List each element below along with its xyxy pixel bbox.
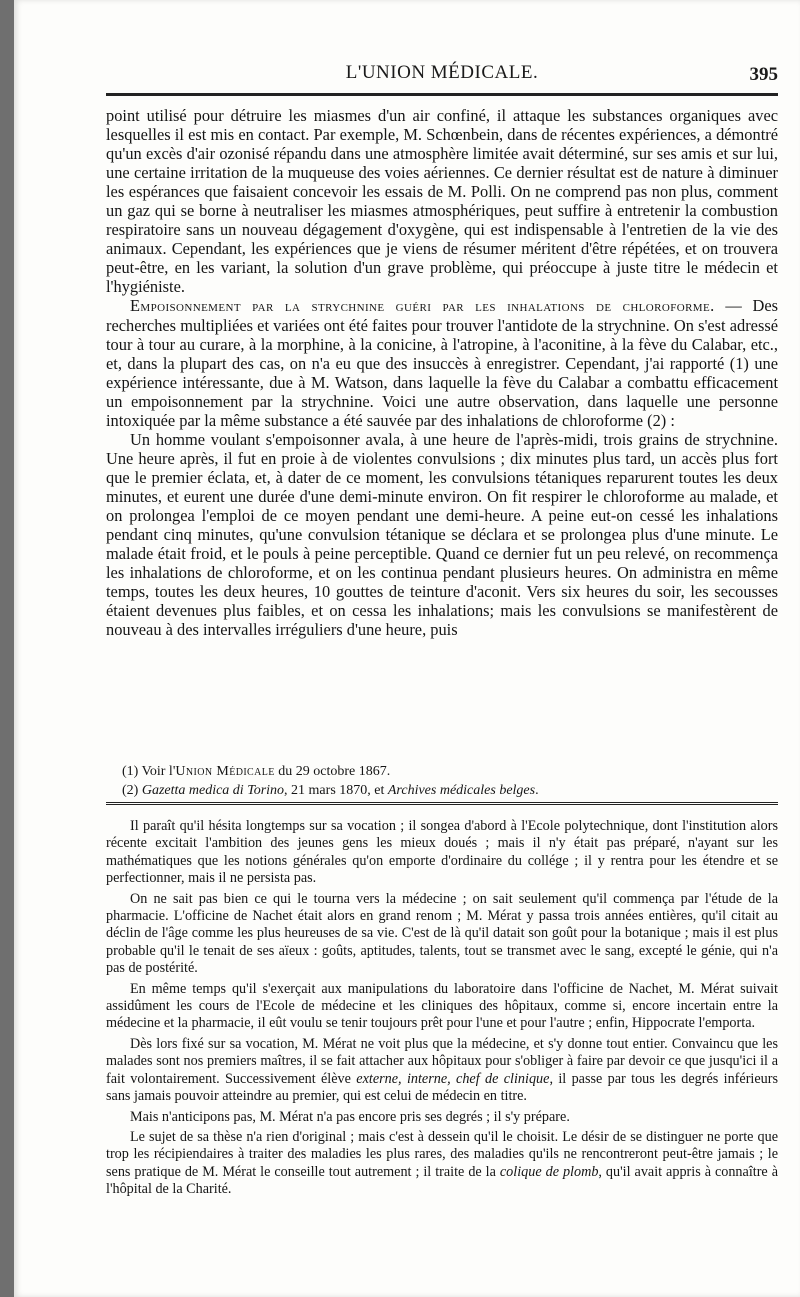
section-heading: Empoisonnement par la strychnine guéri par les inhalations de chloroforme. (130, 296, 715, 316)
footnote-2-middle: , 21 mars 1870, et (284, 783, 388, 798)
feuilleton-paragraph-6 (106, 1129, 778, 1199)
feuilleton-rule (106, 802, 778, 805)
page-header (106, 58, 778, 88)
feuilleton (106, 818, 778, 1199)
page (14, 0, 800, 1297)
footnote-2-prefix: (2) (122, 783, 142, 798)
feuilleton-paragraph-4-b: , il passe par tous les degrés inférieurs sans jamais pouvoir atteindre au premier, qui est celui de médecin en titre. (106, 1070, 778, 1105)
paragraph-strychnine (106, 296, 778, 429)
feuilleton-paragraph-3: En même temps qu'il s'exerçait aux manipulations du laboratoire dans l'officine de Nachet, M. Mérat suivait assidûment les cours de l'Ecole de médecine et les cliniques des hôpitaux, comme si, encore incertain entre la médecine et la pharmacie, il eût voulu se tenir toujours prêt pour l'une et pour l'autre ; enfin, Hippocrate l'emporta. (106, 980, 778, 1032)
feuilleton-paragraph-6-italic: colique de plomb (499, 1163, 599, 1180)
header-rule (106, 93, 778, 96)
footnote-2-suffix: . (535, 783, 539, 798)
paragraph-strychnine-body: — Des recherches multipliées et variées ont été faites pour trouver l'antidote de la strychnine. On s'est adressé tour à tour au curare, à la morphine, à la conicine, à l'atropine, à l'aconitine, à la fève du Calabar, etc., et, dans la plupart des cas, on n'a eu que des insuccès à enregistrer. Cependant, j'ai rapporté (1) une expérience intéressante, due à M. Watson, dans laquelle la fève du Calabar a combattu efficacement un empoisonnement par la strychnine. Voici une autre observation, dans laquelle une personne intoxiquée par la même substance a été sauvée par des inhalations de chloroforme (2) : (106, 296, 778, 430)
footnote-1 (122, 762, 778, 781)
feuilleton-paragraph-5: Mais n'anticipons pas, M. Mérat n'a pas encore pris ses degrés ; il s'y prépare. (130, 1108, 570, 1125)
feuilleton-paragraph-6-a: Le sujet de sa thèse n'a rien d'original ; mais c'est à dessein qu'il le choisit. Le désir de se distinguer ne porte que trop les récipiendaires à traiter des maladies les plus rares, des maladies qu'ils ne rencontreront peut-être jamais ; le sens pratique de M. Mérat le conseille tout autrement ; il traite de la (106, 1128, 778, 1180)
footnote-2-journal: Gazetta medica di Torino (141, 783, 285, 798)
footnote-2-journal2: Archives médicales belges (387, 783, 536, 798)
footnotes (122, 762, 778, 800)
feuilleton-paragraph-2: On ne sait pas bien ce qui le tourna vers la médecine ; on sait seulement qu'il commença par l'étude de la pharmacie. L'officine de Nachet était alors en grand renom ; M. Mérat y passa trois années entières, qu'il citait au déclin de l'âge comme les plus heureuses de sa vie. C'est de là qu'il datait son goût pour la botanique ; mais il est plus probable qu'il le tenait de ses aïeux : goûts, aptitudes, talents, tout se transmet avec le sang, excepté le génie, qui n'a pas de postérité. (106, 890, 778, 977)
footnote-1-prefix: (1) Voir l' (122, 764, 176, 779)
main-text (106, 106, 778, 639)
paragraph-ozone: point utilisé pour détruire les miasmes d'un air confiné, il attaque les substances organiques avec lesquelles il est mis en contact. Par exemple, M. Schœnbein, dans de récentes expériences, a démontré qu'un excès d'air ozonisé répandu dans une atmosphère limitée avait déterminé, sur ses amis et sur lui, une certaine irritation de la muqueuse des voies aériennes. Ce dernier résultat est de nature à diminuer les espérances que faisaient concevoir les essais de M. Polli. On ne comprend pas non plus, comment un gaz qui se borne à neutraliser les miasmes atmosphériques, peut suffire à entretenir la combustion respiratoire sans un nouveau dégagement d'oxygène, qui est indispensable à l'entretien de la vie des animaux. Cependant, les expériences que je viens de résumer méritent d'être répétées, et on trouvera peut-être, en les variant, la solution d'un grave problème, qui préoccupe à juste titre le médecin et l'hygiéniste. (106, 106, 778, 297)
footnote-1-suffix: du 29 octobre 1867. (274, 764, 391, 779)
feuilleton-paragraph-4 (106, 1036, 778, 1106)
footnote-2 (122, 781, 778, 800)
paragraph-case-report: Un homme voulant s'empoisonner avala, à une heure de l'après-midi, trois grains de strychnine. Une heure après, il fut en proie à de violentes convulsions ; dix minutes plus tard, un accès plus fort que le premier éclata, et, à dater de ce moment, les convulsions tétaniques reparurent toutes les deux minutes, et eurent une durée d'une demi-minute environ. On fit respirer le chloroforme au malade, et on prolongea l'emploi de ce moyen pendant une demi-heure. A peine eut-on cessé les inhalations pendant cinq minutes, qu'une convulsion tétanique se déclara et se prolongea plus d'une minute. Le malade était froid, et le pouls à peine perceptible. Quand ce dernier fut un peu relevé, on recommença les inhalations de chloroforme, et on les continua pendant plusieurs heures. On administra en même temps, toutes les deux heures, 10 gouttes de teinture d'aconit. Vers six heures du soir, les secousses étaient devenues plus faibles, et on cessa les inhalations; mais les convulsions se manifestèrent de nouveau à des intervalles irréguliers d'une heure, puis (106, 429, 778, 640)
page-number: 395 (749, 64, 778, 85)
feuilleton-paragraph-4-italic: externe, interne, chef de clinique (356, 1070, 550, 1087)
feuilleton-paragraph-6-b: , qu'il avait appris à connaître à l'hôpital de la Charité. (106, 1163, 778, 1198)
running-title: L'UNION MÉDICALE. (345, 62, 539, 83)
footnote-1-journal: Union Médicale (175, 764, 275, 779)
feuilleton-paragraph-1: Il paraît qu'il hésita longtemps sur sa vocation ; il songea d'abord à l'Ecole polytechnique, dont l'institution alors récente excitait l'ambition des jeunes gens les mieux doués ; mais il n'y était pas préparé, n'ayant sur les mathématiques que les notions générales qu'on emporte d'ordinaire du collége ; il y rentra pour les étendre et se perfectionner, mais il ne persista pas. (106, 818, 778, 887)
feuilleton-paragraph-4-a: Dès lors fixé sur sa vocation, M. Mérat ne voit plus que la médecine, et s'y donne tout entier. Convaincu que les malades sont nos premiers maîtres, il se fait attacher aux hôpitaux pour s'obliger à faire par devoir ce que jusqu'ici il a fait volontairement. Successivement élève (106, 1035, 778, 1087)
